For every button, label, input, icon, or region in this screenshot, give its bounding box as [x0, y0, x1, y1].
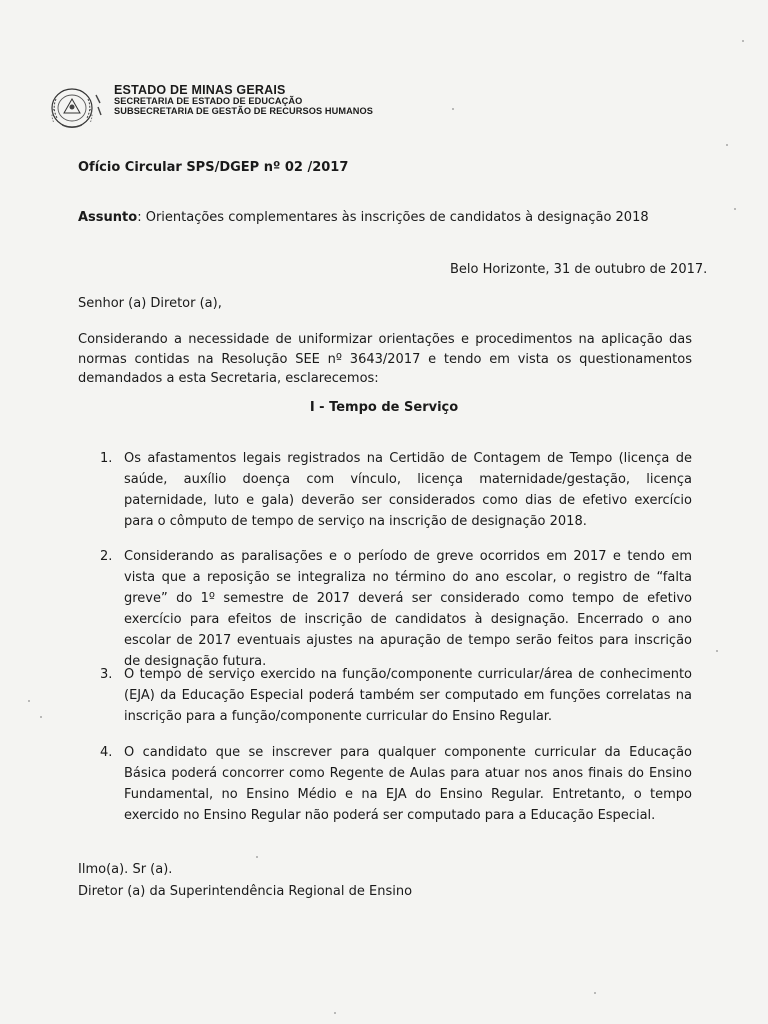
subject-label: Assunto: [78, 210, 138, 225]
salutation: Senhor (a) Diretor (a),: [78, 296, 222, 311]
list-item: [100, 448, 692, 532]
subject-text: : Orientações complementares às inscrições de candidatos à designação 2018: [137, 210, 649, 225]
list-item-number: 4.: [100, 745, 113, 760]
scan-speck: [726, 144, 728, 146]
list-item-number: 1.: [100, 451, 113, 466]
list-item-number: 2.: [100, 549, 113, 564]
addressee-role: Diretor (a) da Superintendência Regional de Ensino: [78, 884, 413, 899]
intro-paragraph: Considerando a necessidade de uniformizar orientações e procedimentos na aplicação das normas contidas na Resolução SEE nº 3643/2017 e tendo em vista os questionamentos demandados a esta Secretaria, esclarecemos:: [78, 332, 692, 386]
scan-speck: [256, 856, 258, 858]
scan-speck: [40, 716, 42, 718]
secretariat-name: SECRETARIA DE ESTADO DE EDUCAÇÃO: [114, 96, 303, 107]
scan-speck: [28, 700, 30, 702]
list-item-text: Considerando as paralisações e o período de greve ocorridos em 2017 e tendo em vista que a reposição se integraliza no término do ano escolar, o registro de “falta greve” do 1º semestre de 2017 deverá ser considerado como tempo de efetivo exercício para efeitos de inscrição de candidatos à designação. Encerrado o ano escolar de 2017 eventuais ajustes na apuração de tempo serão feitos para inscrição de designação futura.: [124, 549, 692, 669]
list-item: [100, 664, 692, 727]
list-item-text: O tempo de serviço exercido na função/componente curricular/área de conhecimento (EJA) da Educação Especial poderá também ser computado em funções correlatas na inscrição para a função/componente curricular do Ensino Regular.: [124, 667, 692, 724]
scan-speck: [734, 208, 736, 210]
subject-line: [78, 210, 649, 225]
scan-speck: [452, 108, 454, 110]
section-title: I - Tempo de Serviço: [309, 400, 459, 415]
coat-of-arms-icon: [48, 85, 106, 131]
list-item: [100, 742, 692, 826]
date-line: Belo Horizonte, 31 de outubro de 2017.: [450, 262, 708, 277]
scan-speck: [594, 992, 596, 994]
circular-number: Ofício Circular SPS/DGEP nº 02 /2017: [78, 160, 349, 175]
list-item-text: O candidato que se inscrever para qualquer componente curricular da Educação Básica poderá concorrer como Regente de Aulas para atuar nos anos finais do Ensino Fundamental, no Ensino Médio e na EJA do Ensino Regular. Entretanto, o tempo exercido no Ensino Regular não poderá ser computado para a Educação Especial.: [124, 745, 692, 823]
addressee-title: Ilmo(a). Sr (a).: [78, 862, 173, 877]
list-item-number: 3.: [100, 667, 113, 682]
subsecretariat-name: SUBSECRETARIA DE GESTÃO DE RECURSOS HUMANOS: [114, 105, 374, 116]
scan-speck: [334, 1012, 336, 1014]
list-item: [100, 546, 692, 672]
scan-speck: [716, 650, 718, 652]
scan-speck: [742, 40, 744, 42]
letterhead: [48, 84, 373, 131]
list-item-text: Os afastamentos legais registrados na Certidão de Contagem de Tempo (licença de saúde, auxílio doença com vínculo, licença maternidade/gestação, licença paternidade, luto e gala) deverão ser considerados como dias de efetivo exercício para o cômputo de tempo de serviço na inscrição de designação 2018.: [124, 451, 692, 529]
state-name: ESTADO DE MINAS GERAIS: [114, 83, 286, 97]
